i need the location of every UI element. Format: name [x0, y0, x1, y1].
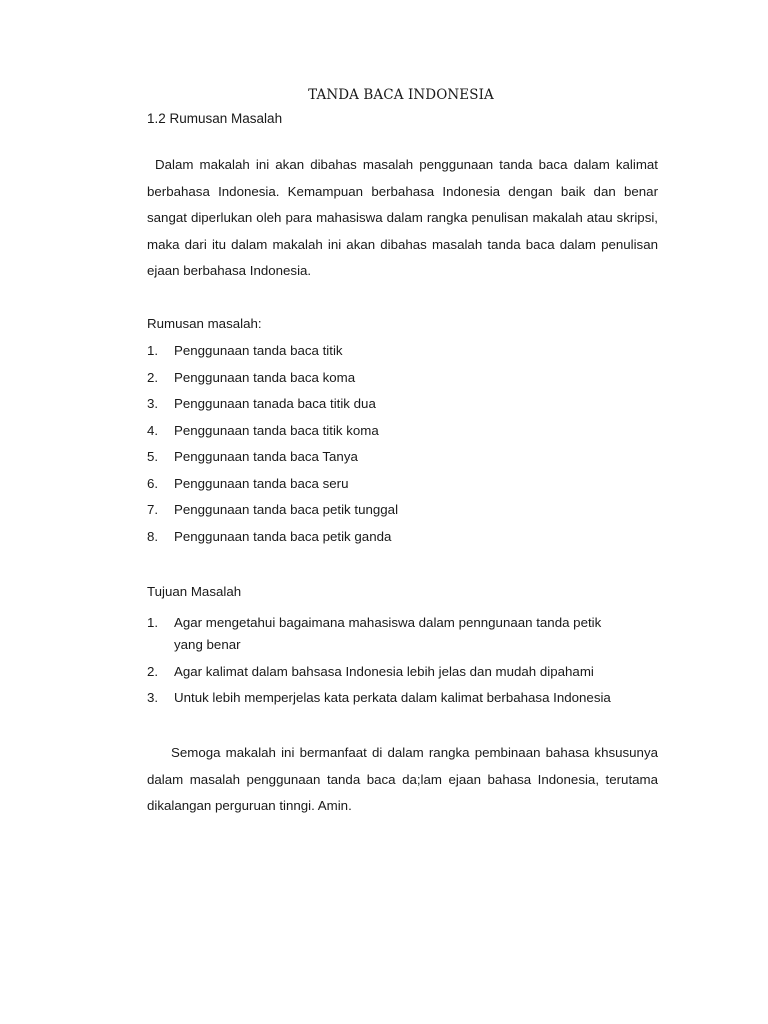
- closing-paragraph: Semoga makalah ini bermanfaat di dalam rangka pembinaan bahasa khsusunya dalam masalah penggunaan tanda baca da;lam ejaan bahasa Indonesia, terutama dikalangan perguruan tinngi. Amin.: [147, 745, 658, 813]
- list-text: Penggunaan tanada baca titik dua: [174, 396, 376, 411]
- list-text: Penggunaan tanda baca petik tunggal: [174, 502, 399, 517]
- list-number: 1.: [147, 343, 159, 358]
- list-item: [147, 444, 658, 471]
- list-text: Penggunaan tanda baca koma: [174, 369, 356, 385]
- list-item: [147, 391, 658, 418]
- list-item: [147, 418, 658, 445]
- list-text: Agar kalimat dalam bahsasa Indonesia lebih jelas dan mudah dipahami: [174, 663, 594, 679]
- list-item: [147, 524, 658, 551]
- section-heading: 1.2 Rumusan Masalah: [147, 111, 283, 126]
- tujuan-list: [147, 612, 627, 714]
- list-number: 7.: [147, 502, 159, 517]
- intro-paragraph: Dalam makalah ini akan dibahas masalah penggunaan tanda baca dalam kalimat berbahasa Indonesia. Kemampuan berbahasa Indonesia dengan baik dan benar sangat diperlukan oleh para mahasiswa dalam rangka penulisan makalah atau skripsi, maka dari itu dalam makalah ini akan dibahas masalah tanda baca dalam penulisan ejaan berbahasa Indonesia.: [147, 157, 658, 278]
- list-number: 3.: [147, 396, 159, 411]
- rumusan-list: [147, 338, 658, 550]
- list-number: 2.: [147, 663, 159, 679]
- list-text: Penggunaan tanda baca petik ganda: [174, 528, 392, 544]
- tujuan-label: Tujuan Masalah: [147, 584, 242, 599]
- list-text: Agar mengetahui bagaimana mahasiswa dalam penngunaan tanda petik yang benar: [174, 615, 602, 652]
- list-item: [147, 497, 658, 524]
- list-item: [147, 661, 704, 683]
- list-number: 6.: [147, 475, 159, 491]
- list-item: [147, 365, 658, 392]
- document-title: TANDA BACA INDONESIA: [308, 87, 494, 103]
- list-number: 5.: [147, 449, 159, 464]
- list-text: Penggunaan tanda baca titik koma: [174, 422, 379, 438]
- list-item: [147, 687, 704, 709]
- rumusan-label: Rumusan masalah:: [147, 316, 262, 331]
- list-text: Penggunaan tanda baca seru: [174, 475, 349, 491]
- list-number: 1.: [147, 615, 159, 630]
- list-text: Penggunaan tanda baca titik: [174, 343, 343, 358]
- list-number: 2.: [147, 369, 159, 385]
- list-number: 4.: [147, 422, 159, 438]
- list-text: Untuk lebih memperjelas kata perkata dalam kalimat berbahasa Indonesia: [174, 690, 611, 705]
- list-text: Penggunaan tanda baca Tanya: [174, 449, 358, 464]
- list-number: 3.: [147, 690, 159, 705]
- list-item: [147, 612, 627, 656]
- list-number: 8.: [147, 528, 159, 544]
- list-item: [147, 338, 658, 365]
- list-item: [147, 471, 658, 498]
